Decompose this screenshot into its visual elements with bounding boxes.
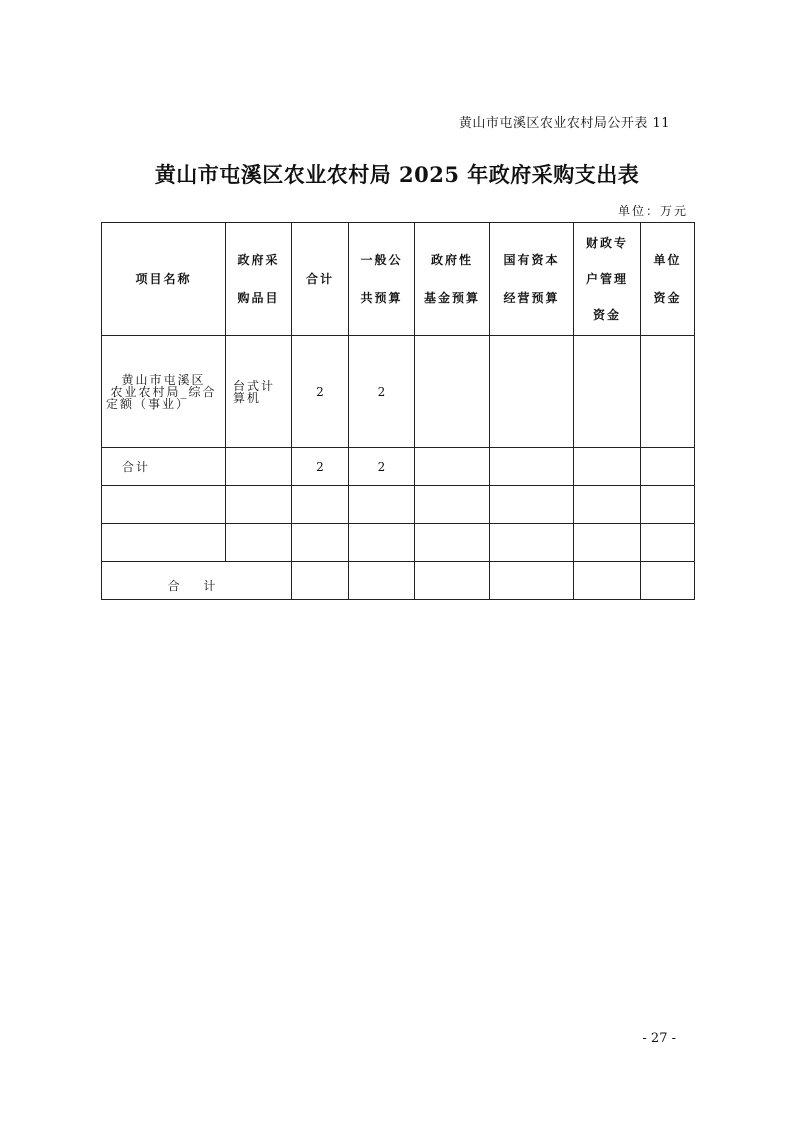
row-fiscal-special-funds (574, 336, 641, 448)
header-general-budget: 一般公 共预算 (349, 223, 415, 336)
total-row (102, 562, 695, 600)
row-gov-fund-budget (415, 448, 490, 486)
row-gov-fund-budget (415, 336, 490, 448)
row-fiscal-special-funds (574, 448, 641, 486)
empty-cell (292, 562, 349, 600)
empty-cell (349, 562, 415, 600)
unit-label: 单位：万元 (617, 204, 688, 218)
page-title: 黄山市屯溪区农业农村局 2025 年政府采购支出表 (154, 162, 640, 187)
document-reference: 黄山市屯溪区农业农村局公开表 11 (458, 116, 670, 131)
row-item-name: 黄山市屯溪区 农业农村局_综合 定额（事业） (102, 336, 226, 448)
empty-cell (574, 524, 641, 562)
row-total: 2 (292, 448, 349, 486)
table-row-empty (102, 486, 695, 524)
empty-cell (574, 486, 641, 524)
table-row-empty (102, 524, 695, 562)
header-gov-fund-budget: 政府性 基金预算 (415, 223, 490, 336)
header-fiscal-special-funds: 财政专 户管理 资金 (574, 223, 641, 336)
row-general-budget: 2 (349, 448, 415, 486)
row-general-budget: 2 (349, 336, 415, 448)
row-procurement-item (226, 448, 292, 486)
empty-cell (415, 486, 490, 524)
empty-cell (490, 486, 574, 524)
empty-cell (226, 524, 292, 562)
header-row (102, 223, 695, 336)
empty-cell (226, 486, 292, 524)
empty-cell (490, 524, 574, 562)
row-unit-funds (641, 336, 695, 448)
total-label: 合 计 (102, 562, 292, 600)
empty-cell (415, 524, 490, 562)
table-row (102, 448, 695, 486)
empty-cell (102, 486, 226, 524)
header-unit-funds: 单位 资金 (641, 223, 695, 336)
row-unit-funds (641, 448, 695, 486)
empty-cell (641, 524, 695, 562)
row-state-capital-budget (490, 336, 574, 448)
header-procurement-item: 政府采 购品目 (226, 223, 292, 336)
empty-cell (574, 562, 641, 600)
empty-cell (102, 524, 226, 562)
empty-cell (292, 524, 349, 562)
row-total: 2 (292, 336, 349, 448)
row-procurement-item: 台式计 算机 (226, 336, 292, 448)
page-number: - 27 - (642, 1031, 676, 1046)
header-item-name: 项目名称 (102, 223, 226, 336)
procurement-table (101, 222, 695, 600)
row-item-name: 合计 (102, 448, 226, 486)
header-state-capital-budget: 国有资本 经营预算 (490, 223, 574, 336)
empty-cell (641, 562, 695, 600)
header-total: 合计 (292, 223, 349, 336)
empty-cell (349, 524, 415, 562)
row-state-capital-budget (490, 448, 574, 486)
empty-cell (349, 486, 415, 524)
empty-cell (415, 562, 490, 600)
empty-cell (292, 486, 349, 524)
empty-cell (641, 486, 695, 524)
table-row (102, 336, 695, 448)
empty-cell (490, 562, 574, 600)
